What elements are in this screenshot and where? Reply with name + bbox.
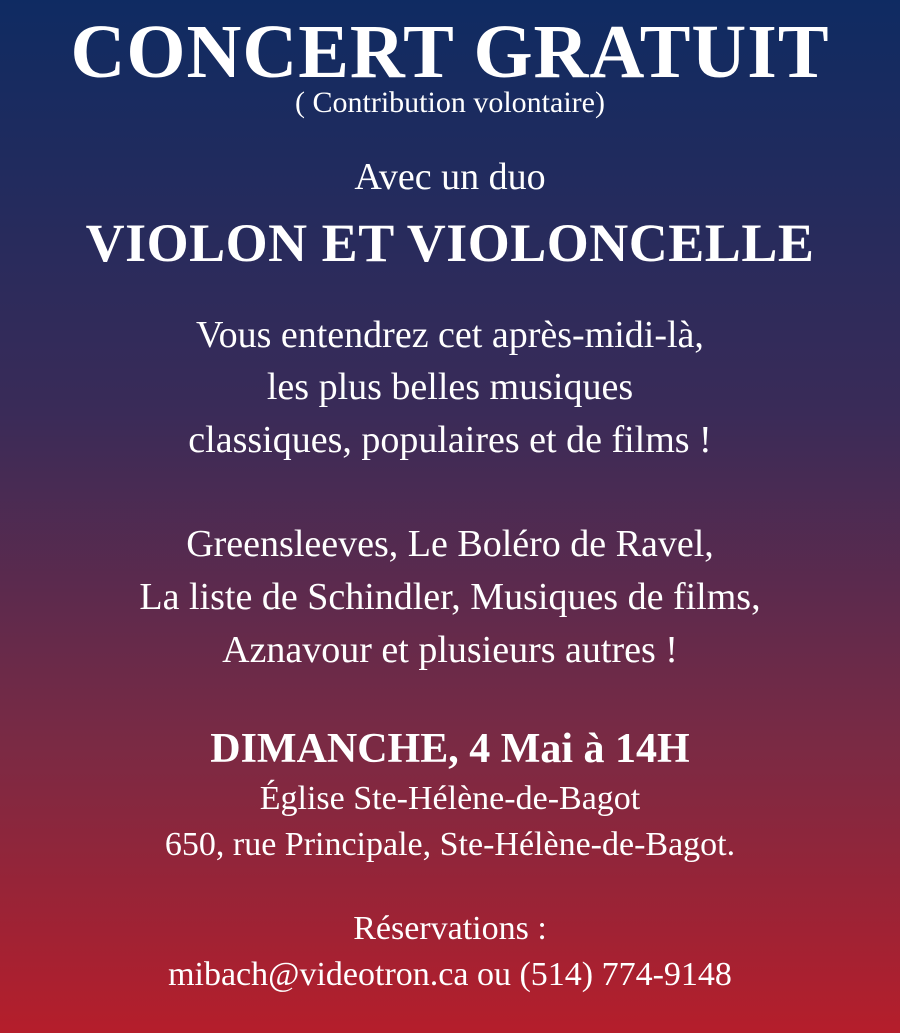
reservations-label: Réservations :: [353, 910, 547, 947]
event-venue: Église Ste-Hélène-de-Bagot: [259, 780, 641, 817]
event-address: 650, rue Principale, Ste-Hélène-de-Bagot.: [164, 826, 736, 863]
event-date: DIMANCHE, 4 Mai à 14H: [210, 726, 690, 772]
description-line: classiques, populaires et de films !: [188, 419, 712, 461]
contact-info: mibach@videotron.ca ou (514) 774-9148: [168, 956, 732, 993]
headline: VIOLON ET VIOLONCELLE: [85, 213, 815, 273]
description-line: Vous entendrez cet après-midi-là,: [196, 314, 704, 356]
description-line: les plus belles musiques: [266, 366, 634, 408]
poster-subtitle: ( Contribution volontaire): [295, 86, 605, 119]
program-line: Aznavour et plusieurs autres !: [222, 629, 678, 671]
poster-title: CONCERT GRATUIT: [70, 10, 830, 94]
program-line: La liste de Schindler, Musiques de films,: [139, 576, 761, 618]
program-line: Greensleeves, Le Boléro de Ravel,: [186, 523, 714, 565]
intro-text: Avec un duo: [354, 156, 546, 198]
